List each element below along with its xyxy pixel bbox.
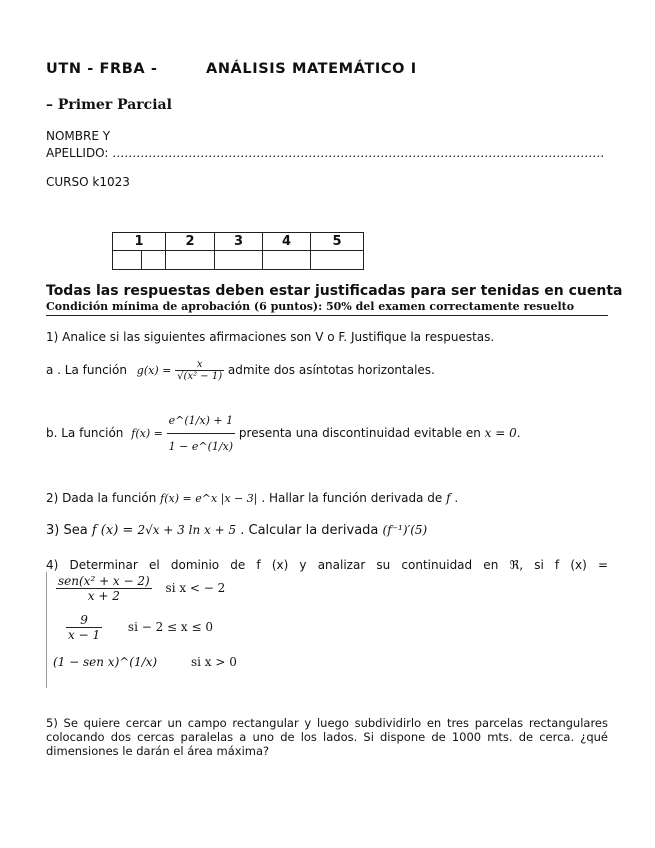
- q1a-fraction: [175, 359, 224, 382]
- q1a-denominator: √(x² − 1): [177, 371, 223, 382]
- divider-line: [46, 315, 608, 316]
- q2-suffix: . Hallar la función derivada de: [261, 491, 443, 505]
- grades-header-row: [113, 233, 364, 251]
- q4-piece-3: [53, 655, 237, 669]
- q1b-fraction: [167, 414, 235, 453]
- q4-piece-1-fraction: [56, 574, 152, 603]
- q3-function-name: f (x) =: [91, 523, 134, 538]
- q4-piece-3-condition: si x > 0: [190, 655, 237, 669]
- grade-cell-3[interactable]: [215, 251, 263, 270]
- grade-col-3: 3: [215, 233, 263, 251]
- q3-derivative: (f⁻¹)′(5): [382, 523, 428, 537]
- grade-col-4: 4: [263, 233, 311, 251]
- grade-cell-1[interactable]: [113, 251, 166, 270]
- q1b-prefix: b. La función: [46, 426, 124, 440]
- grades-score-row: [113, 251, 364, 270]
- q4-piece-2-numerator: 9: [66, 613, 102, 628]
- school-name: UTN - FRBA -: [46, 61, 158, 77]
- q1a-prefix: a . La función: [46, 363, 127, 377]
- q4-piece-1-numerator: sen(x² + x − 2): [58, 574, 150, 588]
- q4-piece-2: [66, 613, 213, 642]
- q2-variable: f: [446, 491, 451, 505]
- question-3: [46, 523, 427, 538]
- q1b-suffix: presenta una discontinuidad evitable en: [238, 426, 481, 440]
- approval-condition: Condición mínima de aprobación (6 puntos): 50% del examen correctamente resuelto: [46, 300, 575, 313]
- piecewise-brace: [46, 572, 51, 688]
- grade-col-1: 1: [113, 233, 166, 251]
- question-2: [46, 491, 458, 505]
- justification-note: Todas las respuestas deben estar justificadas para ser tenidas en cuenta: [46, 283, 623, 299]
- course-name: ANÁLISIS MATEMÁTICO I: [206, 61, 417, 77]
- q4-piece-1-denominator: x + 2: [87, 589, 120, 603]
- question-1b: [46, 414, 521, 453]
- question-4: 4) Determinar el dominio de f (x) y analizar su continuidad en ℜ, si f (x) =: [46, 558, 608, 572]
- q3-suffix: . Calcular la derivada: [240, 523, 379, 538]
- q3-expression: 2√x + 3 ln x + 5: [137, 523, 237, 537]
- grade-cell-5[interactable]: [311, 251, 364, 270]
- q1b-point: x = 0.: [484, 426, 521, 440]
- q2-prefix: 2) Dada la función: [46, 491, 157, 505]
- q4-piece-2-condition: si − 2 ≤ x ≤ 0: [127, 620, 214, 634]
- name-label: NOMBRE Y: [46, 129, 111, 143]
- q1b-function-name: f(x) =: [131, 427, 163, 440]
- q4-piece-2-denominator: x − 1: [68, 628, 101, 642]
- curso-label: CURSO k1023: [46, 175, 130, 189]
- grades-table: [112, 232, 364, 270]
- grade-cell-2[interactable]: [166, 251, 215, 270]
- q3-prefix: 3) Sea: [46, 523, 88, 538]
- q2-function: f(x) = e^x |x − 3|: [160, 492, 258, 505]
- q1a-numerator: x: [175, 359, 224, 371]
- q4-piece-1: [56, 574, 225, 603]
- question-1-intro: 1) Analice si las siguientes afirmaciones son V o F. Justifique la respuestas.: [46, 330, 495, 344]
- question-1a: [46, 359, 435, 382]
- q1b-numerator: e^(1/x) + 1: [167, 414, 235, 434]
- question-5: 5) Se quiere cercar un campo rectangular y luego subdividirlo en tres parcelas rectangulares colocando dos cercas paralelas a uno de los lados. Si dispone de 1000 mts. de cerca. ¿qué dimensiones le darán el área máxima?: [46, 716, 608, 758]
- grade-col-5: 5: [311, 233, 364, 251]
- q2-end: .: [454, 491, 459, 505]
- q4-piece-1-condition: si x < − 2: [165, 581, 226, 595]
- q1a-suffix: admite dos asíntotas horizontales.: [227, 363, 435, 377]
- q4-piece-2-fraction: [66, 613, 102, 642]
- grade-cell-4[interactable]: [263, 251, 311, 270]
- q4-piece-3-expression: (1 − sen x)^(1/x): [53, 655, 158, 669]
- q1b-denominator: 1 − e^(1/x): [168, 440, 234, 453]
- q1a-function-name: g(x) =: [136, 364, 172, 377]
- page-title: [46, 61, 417, 77]
- exam-title: – Primer Parcial: [46, 97, 172, 113]
- grade-col-2: 2: [166, 233, 215, 251]
- surname-field: APELLIDO: ……………………………………………………………………………………………………………: [46, 146, 605, 160]
